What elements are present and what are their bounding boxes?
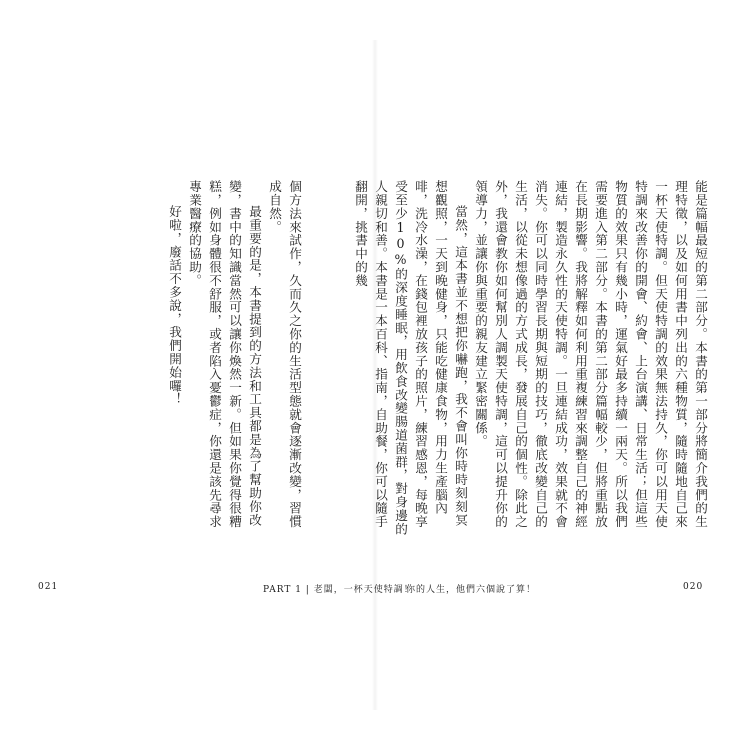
right-running-head: 你的人生，他們六個說了算！ xyxy=(406,585,537,595)
right-paragraph-2: 當然，這本書並不想把你嚇跑，我不會叫你時時刻刻冥想觀照，一天到晚健身，只能吃健康食物，用力生產腦內啡，洗冷水澡，在錢包裡放孩子的照片，練習感恩，每晚享受至少10%的深度睡眠，用飲食改變腸道菌群，對身邊的人親切和善。本書是一本百科、指南，自助餐，你可以隨手翻開，挑書中的幾 xyxy=(353,180,468,536)
right-paragraph-1: 能是篇幅最短的第二部分。本書的第一部分將簡介我們的生理特徵，以及如何用書中列出的六種物質，隨時隨地自己來一杯天使特調。但天使特調的效果無法持久，你可以用天使特調來改善你的開會、約會、上台演講、日常生活；但這些物質的效果只有幾小時，運氣好最多持續一兩天。所以我們需要進入第二部分。本書的第二部分篇幅較少，但將重點放在長期影響。我將解釋如何利用重複練習來調整自己的神經連結，製造永久性的天使特調。一旦連結成功，效果就不會消失。你可以同時學習長期與短期的技巧，徹底改變自己的生活，以從未想像過的方式成長，發展自己的個性。除此之外，我還會教你如何幫別人調製天使特調，這可以提升你的領導力，並讓你與重要的親友建立緊密關係。 xyxy=(473,180,708,529)
left-running-head: PART 1 | 老闆，一杯天使特調！ xyxy=(263,585,414,595)
left-page-number: 021 xyxy=(38,582,59,592)
left-paragraph-1: 個方法來試作，久而久之你的生活型態就會逐漸改變，習慣成自然。 xyxy=(267,180,302,529)
left-paragraph-3: 好啦，廢話不多說，我們開始囉！ xyxy=(167,205,182,407)
right-page-body-text xyxy=(353,180,710,540)
left-page-body-text xyxy=(167,180,304,540)
right-page-number: 020 xyxy=(683,582,704,592)
left-paragraph-2: 最重要的是，本書提到的方法和工具都是為了幫助你改變，書中的知識當然可以讓你煥然一新。但如果你覺得很糟糕，例如身體很不舒服，或者陷入憂鬱症，你還是該先尋求專業醫療的協助。 xyxy=(187,180,262,529)
